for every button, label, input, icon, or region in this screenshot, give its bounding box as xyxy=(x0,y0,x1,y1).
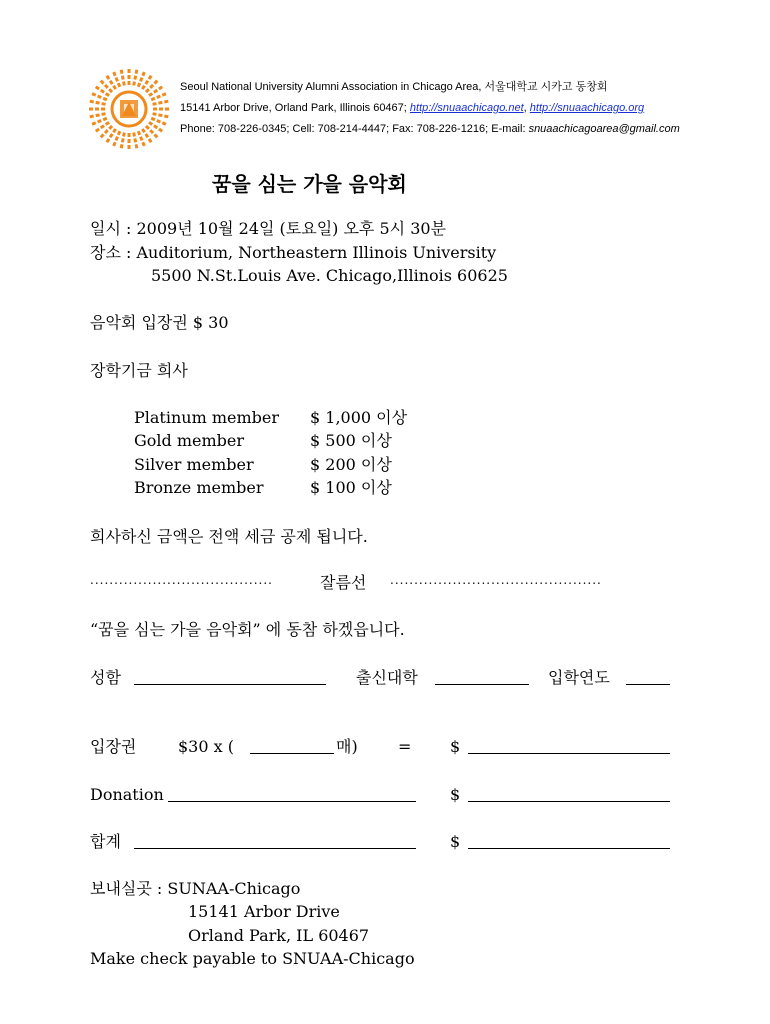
org-address-line xyxy=(180,101,644,115)
rsvp-statement: “꿈을 심는 가을 음악회” 에 동참 하겠읍니다. xyxy=(90,620,405,639)
logo-ray xyxy=(138,71,145,87)
mail-to: 보내실곳 : SUNAA-Chicago xyxy=(90,879,301,898)
logo-ray xyxy=(151,93,167,100)
logo-ray xyxy=(89,101,106,104)
org-contact-line xyxy=(180,122,680,136)
org-name: Seoul National University Alumni Association in Chicago Area, 서울대학교 시카고 동창회 xyxy=(180,81,608,93)
logo-ray xyxy=(151,118,167,125)
scholarship-heading: 장학기금 희사 xyxy=(90,361,188,380)
total-field[interactable] xyxy=(134,836,416,849)
org-contact: Phone: 708-226-0345; Cell: 708-214-4447; Fax: 708-226-1216; E-mail: xyxy=(180,123,529,135)
logo-ray xyxy=(91,93,107,100)
ticket-unit: 매) xyxy=(336,737,358,756)
logo-ray xyxy=(153,114,170,117)
org-email: snuaachicagoarea@gmail.com xyxy=(528,123,680,135)
tier-name: Gold member xyxy=(134,431,245,450)
event-date: 일시 : 2009년 10월 24일 (토요일) 오후 5시 30분 xyxy=(90,219,447,238)
org-address: 15141 Arbor Drive, Orland Park, Illinois 60467; xyxy=(180,102,410,114)
logo-ray xyxy=(138,131,145,147)
tier-amount: $ 1,000 이상 xyxy=(310,408,408,427)
donation-amount-field[interactable] xyxy=(468,789,670,802)
event-place: 장소 : Auditorium, Northeastern Illinois University xyxy=(90,243,497,262)
name-label: 성함 xyxy=(90,668,121,687)
logo-ray xyxy=(89,114,106,117)
equals-sign: = xyxy=(398,737,412,756)
check-payable-note: Make check payable to SNUAA-Chicago xyxy=(90,949,415,968)
ticket-count-field[interactable] xyxy=(250,741,334,754)
tier-amount: $ 500 이상 xyxy=(310,431,392,450)
cut-dots-left: ...................................... xyxy=(90,573,273,587)
ticket-unit-price: $30 x ( xyxy=(178,737,234,756)
donation-label: Donation xyxy=(90,785,164,804)
logo-ray xyxy=(134,69,137,86)
dollar-sign: $ xyxy=(450,785,461,804)
website-link-net[interactable]: http://snuaachicago.net xyxy=(409,102,524,114)
logo-ray xyxy=(91,118,107,125)
college-field[interactable] xyxy=(435,672,529,685)
dollar-sign: $ xyxy=(450,832,461,851)
logo-ray xyxy=(121,133,124,150)
donation-field[interactable] xyxy=(168,789,416,802)
name-field[interactable] xyxy=(134,672,326,685)
tier-name: Platinum member xyxy=(134,408,280,427)
tier-name: Bronze member xyxy=(134,478,264,497)
total-label: 합계 xyxy=(90,832,121,851)
cut-dots-right: ............................................ xyxy=(390,573,602,587)
logo-ray xyxy=(153,101,170,104)
tier-name: Silver member xyxy=(134,455,254,474)
dollar-sign: $ xyxy=(450,737,461,756)
entry-year-field[interactable] xyxy=(626,672,670,685)
logo-ray xyxy=(121,69,124,86)
link-separator: , xyxy=(523,102,530,114)
ticket-label: 입장권 xyxy=(90,737,137,756)
ticket-total-field[interactable] xyxy=(468,741,670,754)
logo-ray xyxy=(113,131,120,147)
event-address: 5500 N.St.Louis Ave. Chicago,Illinois 60625 xyxy=(151,266,508,285)
logo-ray xyxy=(134,133,137,150)
mail-street: 15141 Arbor Drive xyxy=(188,902,340,921)
mail-city: Orland Park, IL 60467 xyxy=(188,926,370,945)
ticket-price: 음악회 입장권 $ 30 xyxy=(90,313,229,332)
college-label: 출신대학 xyxy=(356,668,418,687)
website-link-org[interactable]: http://snuaachicago.org xyxy=(529,102,645,114)
page-title: 꿈을 심는 가을 음악회 xyxy=(212,172,407,196)
logo-ray xyxy=(113,71,120,87)
snuaa-logo xyxy=(86,66,172,152)
cut-label: 잘름선 xyxy=(320,573,367,592)
tax-note: 희사하신 금액은 전액 세금 공제 됩니다. xyxy=(90,527,368,546)
tier-amount: $ 100 이상 xyxy=(310,478,392,497)
tier-amount: $ 200 이상 xyxy=(310,455,392,474)
entry-year-label: 입학연도 xyxy=(548,668,610,687)
total-amount-field[interactable] xyxy=(468,836,670,849)
